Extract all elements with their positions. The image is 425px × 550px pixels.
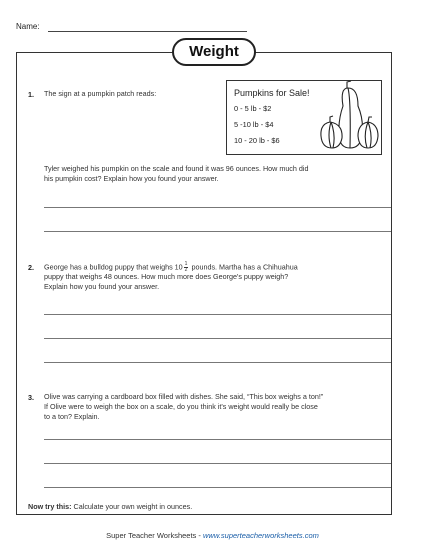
question-2-text-line-2: puppy that weighs 48 ounces. How much more does George's puppy weigh?: [44, 272, 289, 281]
page-title: Weight: [172, 38, 256, 66]
footer: [0, 531, 425, 540]
answer-line: [44, 362, 391, 363]
question-2-number: 2.: [28, 263, 34, 272]
sign-title: Pumpkins for Sale!: [234, 88, 310, 98]
footer-site-name: Super Teacher Worksheets: [106, 531, 197, 540]
footer-url-link[interactable]: www.superteacherworksheets.com: [202, 531, 319, 540]
question-2-text-part-2: pounds. Martha has a Chihuahua: [191, 262, 298, 272]
footer-separator: -: [196, 531, 203, 540]
question-1-prompt: The sign at a pumpkin patch reads:: [44, 89, 157, 98]
question-3-text-line-2: If Olive were to weigh the box on a scale, do you think it's weight would really be close: [44, 402, 318, 411]
question-1-text-line-1: Tyler weighed his pumpkin on the scale and found it was 96 ounces. How much did: [44, 164, 309, 173]
answer-line: [44, 231, 391, 232]
name-line: [48, 31, 247, 32]
fraction-denominator: 2: [184, 267, 188, 273]
bonus-text: Calculate your own weight in ounces.: [73, 502, 193, 511]
answer-line: [44, 487, 391, 488]
answer-line: [44, 314, 391, 315]
question-1-text-line-2: his pumpkin cost? Explain how you found your answer.: [44, 174, 219, 183]
name-label: Name:: [16, 22, 40, 31]
answer-line: [44, 338, 391, 339]
question-3-number: 3.: [28, 393, 34, 402]
sign-price-1: 0 - 5 lb - $2: [234, 104, 272, 113]
sign-price-2: 5 -10 lb - $4: [234, 120, 274, 129]
bonus-prompt: [28, 502, 192, 512]
sign-price-3: 10 - 20 lb - $6: [234, 136, 280, 145]
bonus-label: Now try this:: [28, 502, 72, 511]
question-2-text-line-3: Explain how you found your answer.: [44, 282, 160, 291]
question-2-text-part-1: George has a bulldog puppy that weighs 10: [44, 262, 183, 272]
pumpkins-illustration: [318, 80, 380, 152]
question-3-text-line-1: Olive was carrying a cardboard box filled with dishes. She said, “This box weighs a ton!”: [44, 392, 324, 401]
fraction-numerator: 1: [184, 261, 188, 267]
question-1-number: 1.: [28, 90, 34, 99]
question-3-text-line-3: to a ton? Explain.: [44, 412, 100, 421]
answer-line: [44, 207, 391, 208]
answer-line: [44, 463, 391, 464]
answer-line: [44, 439, 391, 440]
